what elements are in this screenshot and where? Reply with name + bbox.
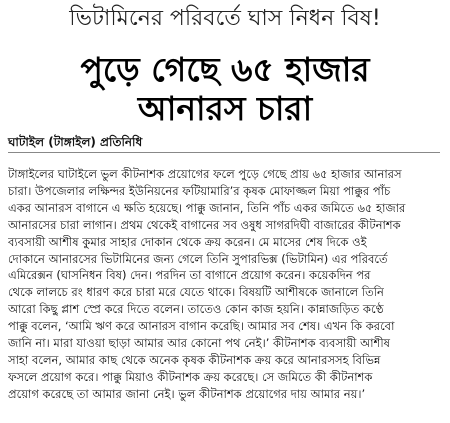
article-line: ফসলে প্রয়োগ করে। পাক্কু মিয়াও কীটনাশক ক্রয় করেছে। সে জমিতে কী কীটনাশক <box>8 369 373 384</box>
article-line: ব্যবসায়ী আশীষ কুমার সাহার দোকান থেকে ক্রয় করেন। মে মাসের শেষ দিকে ওই <box>8 234 367 249</box>
article-line: সাহা বলেন, আমার কাছ থেকে অনেক কৃষক কীটনাশক ক্রয় করে আনারসসহ বিভিন্ন <box>8 352 381 367</box>
article-line: টাঙ্গাইলের ঘাটাইলে ভুল কীটনাশক প্রয়োগের ফলে পুড়ে গেছে প্রায় ৬৫ হাজার আনারস <box>8 167 402 181</box>
article-line: একর আনারস বাগানে এ ক্ষতি হয়েছে। পাক্কু জানান, তিনি পাঁচ একর জমিতে ৬৫ হাজার <box>8 200 406 215</box>
article-line: জানি না। মারা যাওয়া ছাড়া আমার আর কোনো পথ নেই।’ কীটনাশক ব্যবসায়ী আশীষ <box>8 336 390 351</box>
article-line: প্রয়োগ করেছে তা আমার জানা নেই। ভুল কীটনাশক প্রয়োগের দায় আমার নয়।’ <box>8 386 366 401</box>
article-line: পাক্কু বলেন, ‘আমি ঋণ করে আনারস বাগান করেছি। আমার সব শেষ। এখন কি করবো <box>8 319 395 334</box>
article-line: এমিরেক্সন (ঘাসনিধন বিষ) দেন। পরদিন তা বাগানে প্রয়োগ করেন। কয়েকদিন পর <box>8 268 371 283</box>
byline: ঘাটাইল (টাঙ্গাইল) প্রতিনিধি <box>8 135 143 149</box>
article-line: দোকানে আনারসের ভিটামিনের জন্য গেলে তিনি সুপারভিক্স (ভিটামিন) এর পরিবর্তে <box>8 251 388 266</box>
article-body <box>8 166 442 403</box>
divider-rule <box>8 152 440 153</box>
article-line: আরো কিছু প্লাশ স্প্রে করে দিতে বলেন। তাতেও কোন কাজ হয়নি। কান্নাজড়িত কণ্ঠে <box>8 302 384 317</box>
article-line: থেকে লালচে রং ধারণ করে চারা মরে যেতে থাকে। বিষয়টি আশীষকে জানালে তিনি <box>8 285 384 300</box>
main-headline-line-2: আনারস চারা <box>137 89 313 128</box>
article-line: চারা। উপজেলার লক্ষিন্দর ইউনিয়নের ফটিয়ামারি’র কৃষক মোফাজ্জল মিয়া পাক্কুর পাঁচ <box>8 183 391 198</box>
article-line: আনারসের চারা লাগান। প্রথম থেকেই বাগানের সব ওষুধ সাগরদিঘী বাজারের কীটনাশক <box>8 217 401 232</box>
kicker-headline: ভিটামিনের পরিবর্তে ঘাস নিধন বিষ! <box>69 6 381 31</box>
main-headline-line-1: পুড়ে গেছে ৬৫ হাজার <box>80 50 370 89</box>
